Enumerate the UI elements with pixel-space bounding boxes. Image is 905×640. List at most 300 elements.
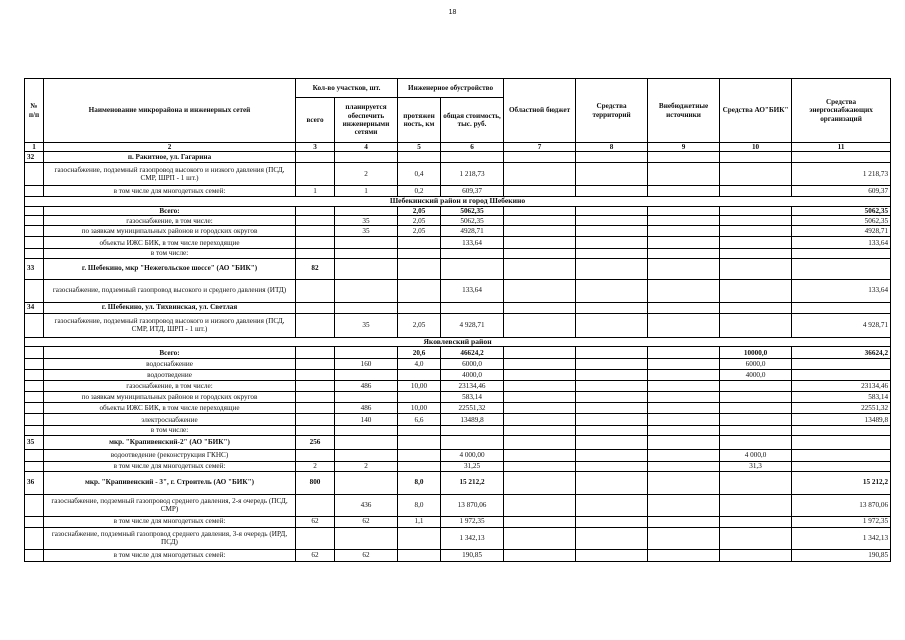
cell-offbudget	[648, 258, 720, 279]
cell-cost: 31,25	[441, 461, 504, 471]
cell-name: водоснабжение	[44, 359, 296, 370]
cell-energy: 190,85	[792, 549, 891, 561]
cell-regional	[504, 381, 576, 392]
cell-name: г. Шебекино, мкр "Нежегольское шоссе" (АО "БИК")	[44, 258, 296, 279]
cell-num	[25, 381, 44, 392]
cell-regional	[504, 471, 576, 494]
cell-name: газоснабжение, подземный газопровод высокого и среднего давления (ИТД)	[44, 279, 296, 302]
cell-length	[398, 370, 441, 381]
cell-bik: 4 000,0	[720, 449, 792, 461]
table-row	[25, 370, 891, 381]
cell-num	[25, 279, 44, 302]
cell-cost: 6000,0	[441, 359, 504, 370]
cell-num	[25, 516, 44, 527]
cell-name: газоснабжение, подземный газопровод среднего давления, 3-я очередь (ИРД, ПСД)	[44, 527, 296, 549]
cell-name: Всего:	[44, 207, 296, 216]
cell-regional	[504, 258, 576, 279]
cell-planned: 35	[335, 313, 398, 337]
cell-name: в том числе для многодетных семей:	[44, 549, 296, 561]
cell-name: по заявкам муниципальных районов и городских округов	[44, 392, 296, 403]
cell-offbudget	[648, 347, 720, 359]
cell-energy: 23134,46	[792, 381, 891, 392]
cell-territories	[576, 237, 648, 249]
header-cost: общая стоимость, тыс. руб.	[441, 98, 504, 143]
table-row	[25, 392, 891, 403]
cell-territories	[576, 414, 648, 426]
cell-planned	[335, 249, 398, 258]
table-row	[25, 403, 891, 414]
cell-cost: 13 870,06	[441, 494, 504, 516]
cell-offbudget	[648, 426, 720, 435]
cell-num	[25, 313, 44, 337]
cell-energy	[792, 426, 891, 435]
cell-cost: 190,85	[441, 549, 504, 561]
table-row	[25, 249, 891, 258]
cell-length: 2,05	[398, 226, 441, 237]
cell-offbudget	[648, 359, 720, 370]
cell-offbudget	[648, 279, 720, 302]
cell-planned: 486	[335, 381, 398, 392]
cell-territories	[576, 249, 648, 258]
cell-num	[25, 527, 44, 549]
cell-num	[25, 216, 44, 226]
cell-name: в том числе для многодетных семей:	[44, 186, 296, 197]
header-total: всего	[296, 98, 335, 143]
cell-planned: 35	[335, 226, 398, 237]
cell-offbudget	[648, 449, 720, 461]
cell-num	[25, 403, 44, 414]
cell-planned: 1	[335, 186, 398, 197]
cell-regional	[504, 414, 576, 426]
cell-num	[25, 414, 44, 426]
item-row	[25, 302, 891, 313]
cell-cost: 22551,32	[441, 403, 504, 414]
cell-offbudget	[648, 461, 720, 471]
cell-offbudget	[648, 249, 720, 258]
header-regional-budget: Областной бюджет	[504, 79, 576, 143]
financing-table	[24, 78, 891, 562]
cell-territories	[576, 392, 648, 403]
cell-name: в том числе для многодетных семей:	[44, 461, 296, 471]
cell-length	[398, 549, 441, 561]
cell-offbudget	[648, 313, 720, 337]
cell-offbudget	[648, 237, 720, 249]
cell-length	[398, 449, 441, 461]
cell-territories	[576, 471, 648, 494]
colnum-10: 10	[720, 143, 792, 152]
cell-planned	[335, 152, 398, 163]
cell-num	[25, 549, 44, 561]
cell-territories	[576, 226, 648, 237]
cell-energy: 5062,35	[792, 216, 891, 226]
cell-name: мкр. "Крапивенский - 3", г. Строитель (АО "БИК")	[44, 471, 296, 494]
cell-length	[398, 461, 441, 471]
cell-energy: 36624,2	[792, 347, 891, 359]
cell-cost: 4 000,00	[441, 449, 504, 461]
cell-offbudget	[648, 152, 720, 163]
cell-regional	[504, 461, 576, 471]
cell-regional	[504, 403, 576, 414]
cell-energy: 15 212,2	[792, 471, 891, 494]
cell-energy: 583,14	[792, 392, 891, 403]
cell-planned	[335, 258, 398, 279]
item-row	[25, 258, 891, 279]
cell-bik	[720, 186, 792, 197]
cell-planned	[335, 392, 398, 403]
cell-cost	[441, 302, 504, 313]
cell-offbudget	[648, 381, 720, 392]
item-row	[25, 471, 891, 494]
cell-total	[296, 426, 335, 435]
header-name: Наименование микрорайона и инженерных сетей	[44, 79, 296, 143]
page-number: 18	[448, 9, 457, 16]
cell-territories	[576, 152, 648, 163]
cell-offbudget	[648, 226, 720, 237]
cell-cost: 1 972,35	[441, 516, 504, 527]
cell-energy: 4 928,71	[792, 313, 891, 337]
cell-regional	[504, 435, 576, 449]
cell-cost	[441, 258, 504, 279]
header-energy: Средства энергоснабжающих организаций	[792, 79, 891, 143]
cell-offbudget	[648, 163, 720, 186]
cell-offbudget	[648, 392, 720, 403]
cell-length: 1,1	[398, 516, 441, 527]
cell-bik	[720, 302, 792, 313]
cell-cost: 583,14	[441, 392, 504, 403]
cell-num: 36	[25, 471, 44, 494]
table-row	[25, 279, 891, 302]
cell-length: 0,4	[398, 163, 441, 186]
cell-offbudget	[648, 207, 720, 216]
colnum-11: 11	[792, 143, 891, 152]
cell-bik	[720, 152, 792, 163]
cell-energy: 4928,71	[792, 226, 891, 237]
cell-total	[296, 359, 335, 370]
cell-bik	[720, 549, 792, 561]
cell-territories	[576, 435, 648, 449]
header-num: № п/п	[25, 79, 44, 143]
cell-total: 800	[296, 471, 335, 494]
cell-energy	[792, 449, 891, 461]
cell-num	[25, 186, 44, 197]
cell-name: в том числе:	[44, 426, 296, 435]
cell-planned: 62	[335, 516, 398, 527]
cell-num	[25, 347, 44, 359]
cell-energy: 133,64	[792, 279, 891, 302]
cell-length: 20,6	[398, 347, 441, 359]
cell-planned	[335, 207, 398, 216]
header-engineering-group: Инженерное обустройство	[398, 79, 504, 98]
cell-total: 1	[296, 186, 335, 197]
cell-bik	[720, 414, 792, 426]
cell-territories	[576, 426, 648, 435]
cell-offbudget	[648, 370, 720, 381]
cell-planned: 160	[335, 359, 398, 370]
cell-regional	[504, 549, 576, 561]
cell-bik: 6000,0	[720, 359, 792, 370]
item-row	[25, 435, 891, 449]
cell-name: газоснабжение, подземный газопровод высокого и низкого давления (ПСД, СМР, ИТД, ШРП - 1 шт.)	[44, 313, 296, 337]
cell-total: 256	[296, 435, 335, 449]
cell-regional	[504, 207, 576, 216]
table-row	[25, 359, 891, 370]
cell-offbudget	[648, 302, 720, 313]
cell-total	[296, 414, 335, 426]
cell-territories	[576, 449, 648, 461]
cell-name: г. Шебекино, ул. Тихвинская, ул. Светлая	[44, 302, 296, 313]
cell-length: 10,00	[398, 403, 441, 414]
cell-cost: 13489,8	[441, 414, 504, 426]
cell-length	[398, 435, 441, 449]
colnum-2: 2	[44, 143, 296, 152]
table-row	[25, 527, 891, 549]
cell-length: 10,00	[398, 381, 441, 392]
cell-cost: 15 212,2	[441, 471, 504, 494]
cell-regional	[504, 152, 576, 163]
cell-num: 32	[25, 152, 44, 163]
header-plots-group: Кол-во участков, шт.	[296, 79, 398, 98]
cell-bik	[720, 516, 792, 527]
table-row	[25, 237, 891, 249]
cell-planned	[335, 426, 398, 435]
cell-cost: 4928,71	[441, 226, 504, 237]
cell-name: газоснабжение, в том числе:	[44, 216, 296, 226]
cell-name: электроснабжение	[44, 414, 296, 426]
cell-regional	[504, 279, 576, 302]
cell-length: 2,05	[398, 216, 441, 226]
cell-regional	[504, 370, 576, 381]
cell-territories	[576, 516, 648, 527]
cell-total	[296, 207, 335, 216]
table-row	[25, 207, 891, 216]
cell-territories	[576, 461, 648, 471]
cell-energy	[792, 359, 891, 370]
cell-planned	[335, 527, 398, 549]
cell-regional	[504, 313, 576, 337]
cell-bik	[720, 471, 792, 494]
cell-bik	[720, 527, 792, 549]
table-row	[25, 449, 891, 461]
cell-bik	[720, 207, 792, 216]
cell-offbudget	[648, 471, 720, 494]
cell-bik	[720, 226, 792, 237]
cell-length	[398, 249, 441, 258]
cell-bik	[720, 494, 792, 516]
cell-length: 4,0	[398, 359, 441, 370]
table-row	[25, 163, 891, 186]
cell-bik	[720, 426, 792, 435]
cell-length: 8,0	[398, 494, 441, 516]
cell-cost: 133,64	[441, 279, 504, 302]
cell-bik	[720, 279, 792, 302]
table-row	[25, 347, 891, 359]
cell-territories	[576, 216, 648, 226]
section-row	[25, 337, 891, 347]
cell-territories	[576, 347, 648, 359]
cell-length: 8,0	[398, 471, 441, 494]
cell-total: 62	[296, 516, 335, 527]
cell-name: газоснабжение, подземный газопровод высокого и низкого давления (ПСД, СМР, ШРП - 1 шт.)	[44, 163, 296, 186]
cell-total	[296, 249, 335, 258]
cell-bik	[720, 381, 792, 392]
cell-territories	[576, 163, 648, 186]
cell-regional	[504, 516, 576, 527]
cell-energy	[792, 302, 891, 313]
table-row	[25, 226, 891, 237]
cell-cost: 5062,35	[441, 207, 504, 216]
cell-total	[296, 237, 335, 249]
colnum-7: 7	[504, 143, 576, 152]
cell-territories	[576, 494, 648, 516]
cell-num	[25, 494, 44, 516]
cell-num: 35	[25, 435, 44, 449]
cell-planned	[335, 302, 398, 313]
cell-planned: 62	[335, 549, 398, 561]
cell-regional	[504, 249, 576, 258]
cell-cost: 1 342,13	[441, 527, 504, 549]
cell-num: 34	[25, 302, 44, 313]
cell-energy: 1 972,35	[792, 516, 891, 527]
cell-offbudget	[648, 549, 720, 561]
cell-energy: 13 870,06	[792, 494, 891, 516]
cell-bik	[720, 313, 792, 337]
cell-cost: 1 218,73	[441, 163, 504, 186]
table-row	[25, 494, 891, 516]
cell-energy: 133,64	[792, 237, 891, 249]
cell-length	[398, 152, 441, 163]
cell-num	[25, 392, 44, 403]
cell-planned	[335, 237, 398, 249]
header-offbudget: Внебюджетные источники	[648, 79, 720, 143]
cell-planned: 35	[335, 216, 398, 226]
cell-planned	[335, 449, 398, 461]
cell-bik: 31,3	[720, 461, 792, 471]
cell-cost: 23134,46	[441, 381, 504, 392]
cell-cost	[441, 152, 504, 163]
header-length: протяжен ность, км	[398, 98, 441, 143]
colnum-3: 3	[296, 143, 335, 152]
cell-length	[398, 426, 441, 435]
table-row	[25, 381, 891, 392]
cell-offbudget	[648, 435, 720, 449]
table-row	[25, 426, 891, 435]
cell-cost: 133,64	[441, 237, 504, 249]
cell-name: в том числе:	[44, 249, 296, 258]
cell-length	[398, 237, 441, 249]
cell-territories	[576, 381, 648, 392]
cell-total	[296, 347, 335, 359]
cell-bik	[720, 216, 792, 226]
header-planned: планируется обеспечить инженерными сетями	[335, 98, 398, 143]
cell-length	[398, 258, 441, 279]
cell-territories	[576, 313, 648, 337]
cell-num	[25, 249, 44, 258]
cell-territories	[576, 302, 648, 313]
table-row	[25, 313, 891, 337]
colnum-9: 9	[648, 143, 720, 152]
cell-cost: 4000,0	[441, 370, 504, 381]
header-bik: Средства АО"БИК"	[720, 79, 792, 143]
section-title: Яковлевский район	[25, 337, 891, 347]
cell-total	[296, 152, 335, 163]
header-territories: Средства территорий	[576, 79, 648, 143]
cell-regional	[504, 426, 576, 435]
cell-regional	[504, 226, 576, 237]
cell-planned	[335, 347, 398, 359]
cell-bik: 10000,0	[720, 347, 792, 359]
cell-energy	[792, 152, 891, 163]
cell-bik	[720, 237, 792, 249]
cell-num	[25, 226, 44, 237]
cell-bik	[720, 392, 792, 403]
cell-offbudget	[648, 216, 720, 226]
cell-total	[296, 381, 335, 392]
cell-total	[296, 163, 335, 186]
cell-regional	[504, 527, 576, 549]
cell-name: в том числе для многодетных семей:	[44, 516, 296, 527]
cell-planned: 2	[335, 163, 398, 186]
cell-regional	[504, 347, 576, 359]
cell-offbudget	[648, 403, 720, 414]
cell-bik	[720, 258, 792, 279]
cell-bik	[720, 403, 792, 414]
cell-planned	[335, 435, 398, 449]
cell-energy	[792, 249, 891, 258]
cell-territories	[576, 186, 648, 197]
cell-total	[296, 216, 335, 226]
cell-length: 2,05	[398, 313, 441, 337]
table-row	[25, 549, 891, 561]
cell-territories	[576, 403, 648, 414]
table-row	[25, 186, 891, 197]
cell-regional	[504, 494, 576, 516]
cell-planned: 140	[335, 414, 398, 426]
colnum-4: 4	[335, 143, 398, 152]
cell-cost: 46624,2	[441, 347, 504, 359]
cell-cost	[441, 249, 504, 258]
cell-length: 6,6	[398, 414, 441, 426]
cell-num	[25, 370, 44, 381]
cell-planned	[335, 471, 398, 494]
cell-total	[296, 370, 335, 381]
cell-territories	[576, 527, 648, 549]
cell-total	[296, 403, 335, 414]
cell-territories	[576, 359, 648, 370]
cell-cost: 4 928,71	[441, 313, 504, 337]
cell-name: объекты ИЖС БИК, в том числе переходящие	[44, 403, 296, 414]
cell-planned	[335, 279, 398, 302]
cell-length	[398, 279, 441, 302]
cell-length: 0,2	[398, 186, 441, 197]
cell-cost: 609,37	[441, 186, 504, 197]
cell-name: п. Ракитное, ул. Гагарина	[44, 152, 296, 163]
cell-energy: 22551,32	[792, 403, 891, 414]
cell-total	[296, 279, 335, 302]
cell-planned: 436	[335, 494, 398, 516]
cell-total	[296, 527, 335, 549]
cell-energy: 13489,8	[792, 414, 891, 426]
cell-total	[296, 226, 335, 237]
cell-cost	[441, 426, 504, 435]
cell-planned: 486	[335, 403, 398, 414]
cell-length	[398, 527, 441, 549]
cell-regional	[504, 449, 576, 461]
cell-cost	[441, 435, 504, 449]
cell-length	[398, 392, 441, 403]
item-row	[25, 152, 891, 163]
cell-bik	[720, 163, 792, 186]
section-title: Шебекинский район и город Шебекино	[25, 197, 891, 207]
